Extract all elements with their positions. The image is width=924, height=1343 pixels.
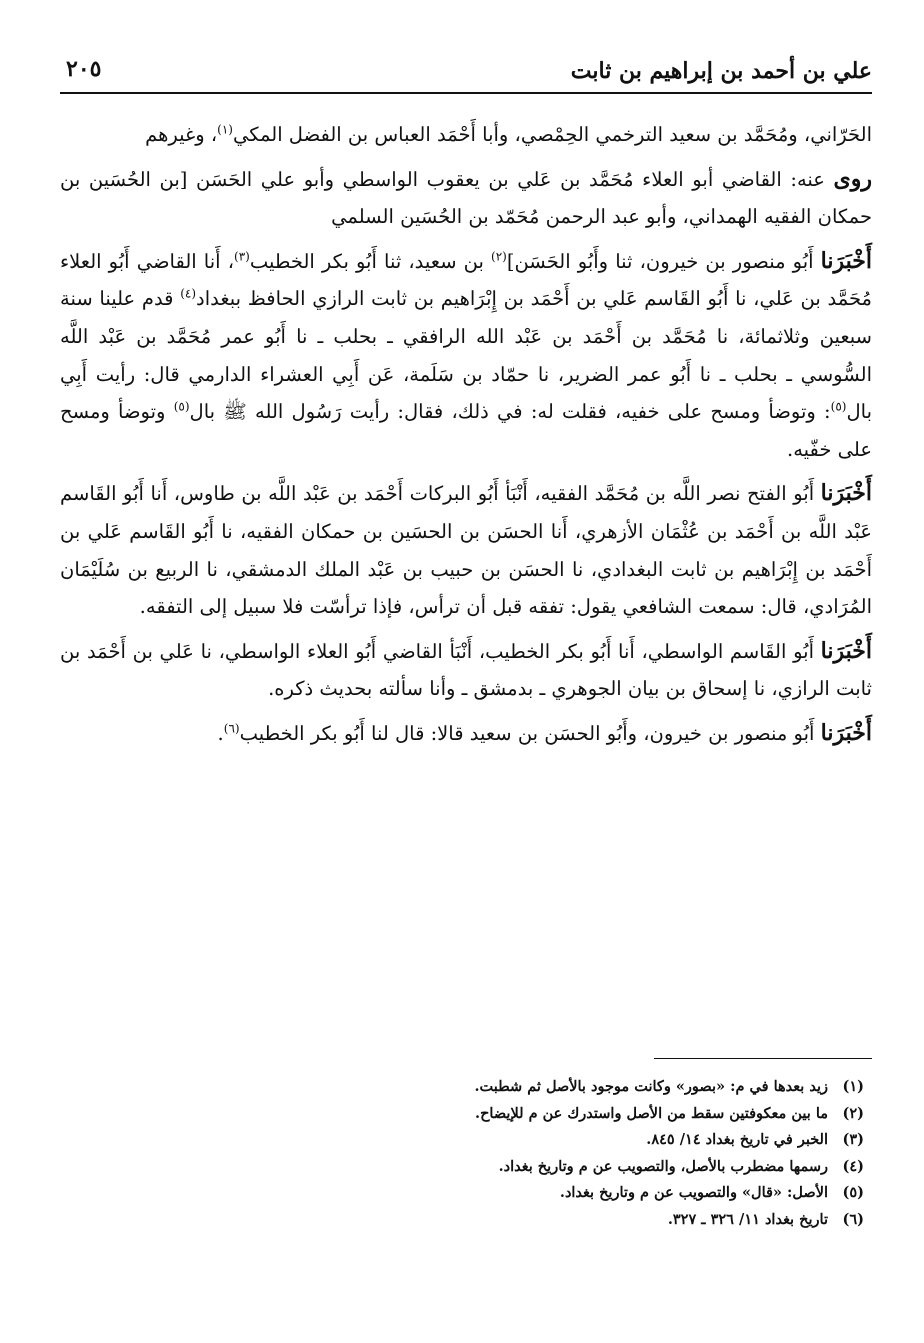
footnote-number: (٦) bbox=[842, 1210, 864, 1228]
footnote-text: تاريخ بغداد ١١/ ٣٢٦ ـ ٣٢٧. bbox=[667, 1210, 828, 1228]
footnote-ref: (٥) bbox=[173, 399, 190, 414]
footnote-ref: (٦) bbox=[223, 721, 240, 736]
lead-word: أَخْبَرَنا bbox=[820, 637, 872, 664]
footnote-text: ما بين معكوفتين سقط من الأصل واستدرك عن م للإيضاح. bbox=[475, 1104, 828, 1122]
footnote bbox=[104, 1101, 864, 1128]
paragraph-text: أَبُو منصور بن خيرون، وأَبُو الحسَن بن سعيد قالا: قال لنا أَبُو بكر الخطيب bbox=[239, 721, 821, 745]
paragraph-5 bbox=[60, 633, 872, 708]
footnote-number: (٥) bbox=[842, 1184, 864, 1202]
paragraph-text: . bbox=[217, 721, 224, 745]
main-text bbox=[60, 116, 872, 753]
paragraph-1 bbox=[60, 116, 872, 154]
footnote-ref: (٤) bbox=[180, 286, 197, 301]
running-header bbox=[60, 52, 872, 94]
lead-word: أَخْبَرَنا bbox=[820, 719, 872, 746]
footnote-ref: (٥) bbox=[830, 399, 847, 414]
footnote bbox=[104, 1074, 864, 1101]
lead-word: أَخْبَرَنا bbox=[820, 247, 872, 274]
page-number: ٢٠٥ bbox=[66, 56, 102, 82]
lead-word: أَخْبَرَنا bbox=[820, 480, 872, 507]
paragraph-2 bbox=[60, 161, 872, 236]
footnote-text: زيد بعدها في م: «بصور» وكانت موجود بالأصل ثم شطبت. bbox=[474, 1078, 828, 1095]
footnote-number: (١) bbox=[842, 1078, 864, 1095]
paragraph-text: : وتوضأ ومسح على خفيه، فقلت له: في ذلك، فقال: رأيت رَسُول الله ﷺ بال bbox=[189, 400, 831, 424]
paragraph-text: أَبُو منصور بن خيرون، ثنا وأَبُو الحَسَن] bbox=[506, 249, 821, 273]
running-title: علي بن أحمد بن إبراهيم بن ثابت bbox=[570, 58, 872, 84]
footnote-ref: (١) bbox=[217, 122, 233, 137]
footnote-text: رسمها مضطرب بالأصل، والتصويب عن م وتاريخ بغداد. bbox=[498, 1157, 828, 1175]
book-page bbox=[60, 0, 872, 1343]
paragraph-text: ، أَنا القاضي أَبُو العلاء مُحَمَّد بن عَلي، نا أَبُو القَاسم عَلي بن أَحْمَد بن إِبْرَاهيم بن ثابت الرازي الحافظ ببغداد bbox=[60, 249, 872, 311]
paragraph-3 bbox=[60, 243, 872, 469]
paragraph-text: بن سعيد، ثنا أَبُو بكر الخطيب bbox=[249, 249, 492, 273]
paragraph-text: الحَرّاني، ومُحَمَّد بن سعيد الترخمي الحِمْصي، وأبا أَحْمَد العباس بن الفضل المكي bbox=[232, 123, 872, 146]
paragraph-text: أَبُو القَاسم الواسطي، أَنا أَبُو بكر الخطيب، أَنْبَأ القاضي أَبُو العلاء الواسطي، نا عَلي بن أَحْمَد بن ثابت الرازي، نا إسحاق بن بيان الجوهري ـ بدمشق ـ وأنا سألته بحديث ذكره. bbox=[60, 639, 872, 701]
footnote-ref: (٢) bbox=[491, 249, 507, 264]
footnote bbox=[104, 1180, 864, 1207]
footnote-divider bbox=[654, 1058, 872, 1059]
paragraph-text: عنه: القاضي أبو العلاء مُحَمَّد بن عَلي بن يعقوب الواسطي وأبو علي الحَسَن [بن الحُسَين بن حمكان الفقيه الهمداني، وأبو عبد الرحمن مُحَمّد بن الحُسَين السلمي bbox=[60, 167, 872, 229]
paragraph-text: ، وغيرهم bbox=[145, 123, 218, 146]
footnote bbox=[104, 1127, 864, 1154]
footnote bbox=[104, 1207, 864, 1234]
footnotes bbox=[104, 1074, 864, 1234]
paragraph-text: أَبُو الفتح نصر اللَّه بن مُحَمَّد الفقيه، أَنْبَأ أَبُو البركات أَحْمَد بن عَبْد اللَّه بن طاوس، أَنا أَبُو القَاسم عَبْد اللَّه بن أَحْمَد بن عُثْمَان الأزهري، أَنا الحسَن بن الحسَين بن حمكان الفقيه، نا أَبُو القَاسم عَلي بن أَحْمَد بن إِبْرَاهيم بن ثابت البغدادي، نا الحسَن بن حبيب بن عَبْد الملك الدمشقي، نا الربيع بن سُلَيْمَان المُرَادي، قال: سمعت الشافعي يقول: تفقه قبل أن ترأس، فإذا ترأسّت فلا سبيل إلى التفقه. bbox=[60, 482, 872, 619]
lead-word: روى bbox=[833, 165, 872, 192]
paragraph-text: قدم علينا سنة سبعين وثلاثمائة، نا مُحَمَّد بن أَحْمَد بن عَبْد الله الرافقي ـ بحلب ـ نا أَبُو عمر مُحَمَّد بن عَبْد اللَّه السُّوسي ـ بحلب ـ نا أَبُو عمر الضرير، نا حمّاد بن سَلَمة، عَن أَبِي العشراء الدارمي قال: رأيت أَبِي بال bbox=[60, 287, 872, 424]
footnote-number: (٢) bbox=[842, 1104, 864, 1122]
footnote-ref: (٣) bbox=[234, 249, 250, 264]
footnote bbox=[104, 1154, 864, 1181]
footnote-text: الخبر في تاريخ بغداد ١٤/ ٨٤٥. bbox=[646, 1131, 828, 1149]
footnote-text: الأصل: «قال» والتصويب عن م وتاريخ بغداد. bbox=[559, 1184, 828, 1202]
paragraph-4 bbox=[60, 475, 872, 625]
footnote-number: (٤) bbox=[842, 1157, 864, 1175]
footnote-number: (٣) bbox=[842, 1131, 864, 1149]
paragraph-6 bbox=[60, 715, 872, 753]
paragraph-text: وتوضأ ومسح على خفّيه. bbox=[60, 400, 872, 461]
